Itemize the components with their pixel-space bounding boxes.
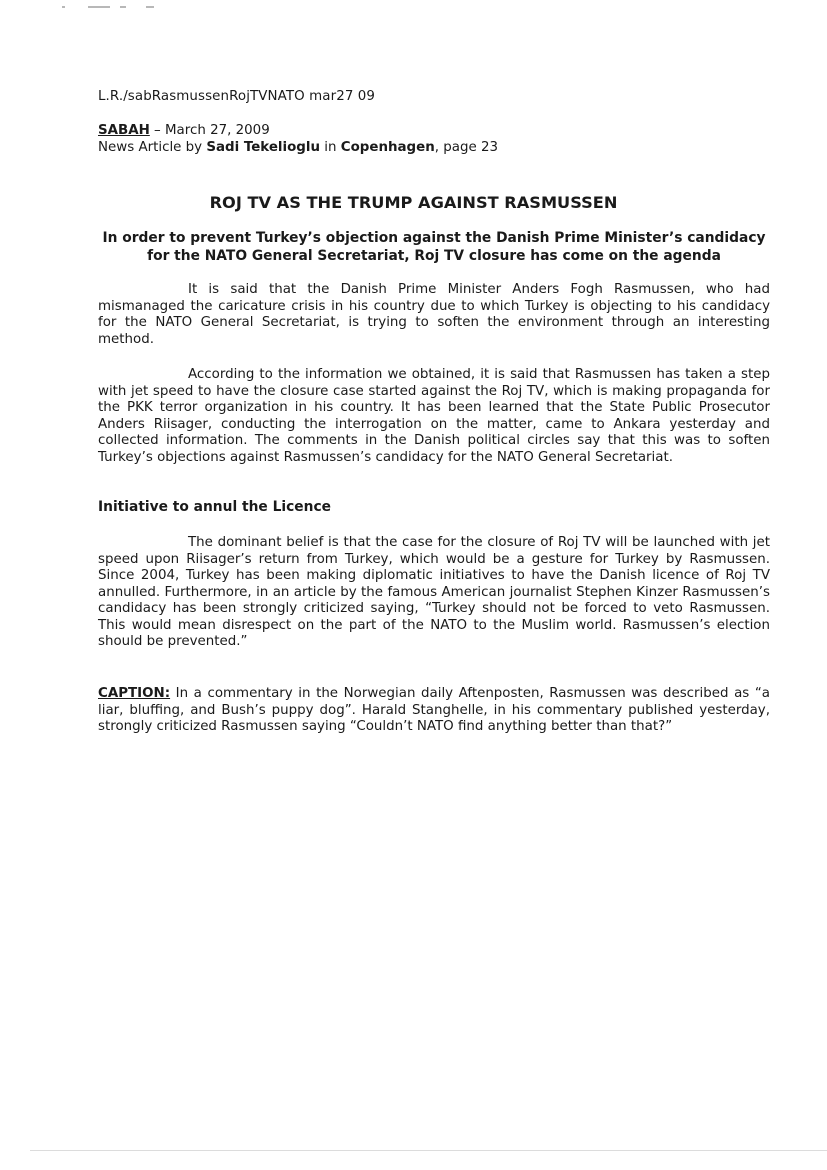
publication-name: SABAH <box>98 123 150 138</box>
body-paragraph-1: It is said that the Danish Prime Minister Anders Fogh Rasmussen, who had mismanaged the caricature crisis in his country due to which Turkey is objecting to his candidacy for the NATO General Secretariat, is trying to soften the environment through an interesting method. <box>98 282 770 347</box>
body-paragraph-2: According to the information we obtained, it is said that Rasmussen has taken a step with jet speed to have the closure case started against the Roj TV, which is making propaganda for the PKK terror organization in his country. It has been learned that the State Public Prosecutor Anders Riisager, conducting the interrogation on the matter, came to Ankara yesterday and collected information. The comments in the Danish political circles say that this was to soften Turkey’s objections against Rasmussen’s candidacy for the NATO General Secretariat. <box>98 367 770 465</box>
byline-suffix: , page 23 <box>434 140 499 155</box>
scan-mark <box>88 6 110 8</box>
location-name: Copenhagen <box>340 140 435 155</box>
source-line-1 <box>98 122 498 139</box>
author-name: Sadi Tekelioglu <box>206 140 321 155</box>
reference-line: L.R./sabRasmussenRojTVNATO mar27 09 <box>98 89 376 104</box>
article-subtitle: In order to prevent Turkey’s objection against the Danish Prime Minister’s candidacy for the NATO General Secretariat, Roj TV closure has come on the agenda <box>102 230 766 264</box>
scan-mark <box>146 6 154 8</box>
caption-block <box>98 686 770 736</box>
section-paragraph: The dominant belief is that the case for the closure of Roj TV will be launched with jet speed upon Riisager’s return from Turkey, which would be a gesture for Turkey by Rasmussen. Since 2004, Turkey has been making diplomatic initiatives to have the Danish licence of Roj TV annulled. Furthermore, in an article by the famous American journalist Stephen Kinzer Rasmussen’s candidacy has been strongly criticized saying, “Turkey should not be forced to veto Rasmussen. This would mean disrespect on the part of the NATO to the Muslim world. Rasmussen’s election should be prevented.” <box>98 535 770 649</box>
article-title: ROJ TV AS THE TRUMP AGAINST RASMUSSEN <box>209 193 618 212</box>
source-block <box>98 122 498 156</box>
publication-date: – March 27, 2009 <box>149 123 270 138</box>
caption-label: CAPTION: <box>98 686 171 701</box>
byline-mid: in <box>320 140 341 155</box>
scan-mark <box>62 6 65 8</box>
source-line-2 <box>98 139 498 156</box>
caption-text: In a commentary in the Norwegian daily Aftenposten, Rasmussen was described as “a liar, bluffing, and Bush’s puppy dog”. Harald Stanghelle, in his commentary published yesterday, strongly criticized Rasmussen saying “Couldn’t NATO find anything better than that?” <box>98 686 770 734</box>
section-heading: Initiative to annul the Licence <box>98 499 331 515</box>
byline-prefix: News Article by <box>98 140 207 155</box>
scan-mark <box>120 6 126 8</box>
scan-edge-line <box>30 1150 827 1151</box>
